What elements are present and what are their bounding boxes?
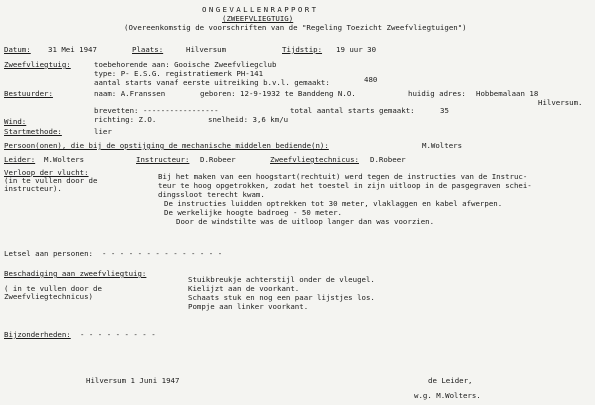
pilot-total-starts-value: 35 bbox=[440, 106, 449, 115]
instructor-label: Instructeur: bbox=[136, 155, 190, 164]
glider-owner: toebehorende aan: Gooische Zweefvliegclub bbox=[94, 60, 277, 69]
damage-note-1: ( in te vullen door de bbox=[4, 284, 102, 293]
instructor-value: D.Robeer bbox=[200, 155, 236, 164]
leader-value: M.Wolters bbox=[44, 155, 85, 164]
pilot-label: Bestuurder: bbox=[4, 89, 53, 98]
leader-label: Leider: bbox=[4, 155, 36, 164]
pilot-total-starts-label: total aantal starts gemaakt: bbox=[290, 106, 415, 115]
report-subtitle: (ZWEEFVLIEGTUIG) bbox=[222, 14, 294, 23]
damage-label: Beschadiging aan zweefvliegtuig: bbox=[4, 269, 147, 278]
wind-speed: snelheid: 3,6 km/u bbox=[208, 115, 289, 124]
course-line: Bij het maken van een hoogstart(rechtuit) werd tegen de instructies van de Instruc- bbox=[158, 172, 528, 181]
launch-value: lier bbox=[94, 127, 112, 136]
technician-value: D.Robeer bbox=[370, 155, 406, 164]
pilot-address-line2: Hilversum. bbox=[538, 98, 583, 107]
damage-line: Pompje aan linker voorkant. bbox=[188, 302, 309, 311]
date-label: Datum: bbox=[4, 45, 31, 54]
wind-label: Wind: bbox=[4, 117, 27, 126]
regulation-line: (Overeenkomstig de voorschriften van de "Regeling Toezicht Zweefvliegtuigen") bbox=[124, 23, 467, 32]
signature-title: de Leider, bbox=[428, 376, 473, 385]
time-value: 19 uur 30 bbox=[336, 45, 377, 54]
glider-label: Zweefvliegtuig: bbox=[4, 60, 71, 69]
personnel-value: M.Wolters bbox=[422, 141, 463, 150]
time-label: Tijdstip: bbox=[282, 45, 323, 54]
damage-note-2: Zweefvliegtechnicus) bbox=[4, 292, 93, 301]
pilot-name: naam: A.Franssen bbox=[94, 89, 166, 98]
personnel-label: Persoon(onen), die bij de opstijging de mechanische middelen bediende(n): bbox=[4, 141, 329, 150]
particulars-value: - - - - - - - - - bbox=[80, 330, 156, 339]
damage-line: Stuikbreukje achterstijl onder de vleugel. bbox=[188, 275, 375, 284]
course-line: De instructies luidden optrekken tot 30 meter, vlaklaggen en kabel afwerpen. bbox=[164, 199, 503, 208]
course-note-2: instructeur). bbox=[4, 184, 62, 193]
damage-line: Kielijzt aan de voorkant. bbox=[188, 284, 300, 293]
glider-starts-label: aantal starts vanaf eerste uitreiking b.v.l. gemaakt: bbox=[94, 78, 330, 87]
particulars-label: Bijzonderheden: bbox=[4, 330, 71, 339]
pilot-address-line1: Hobbemalaan 18 bbox=[476, 89, 539, 98]
course-line: teur te hoog opgetrokken, zodat het toestel in zijn uitloop in de pasgegraven schei- bbox=[158, 181, 532, 190]
glider-type: type: P- E.S.G. registratiemerk PH-141 bbox=[94, 69, 264, 78]
pilot-licenses: brevetten: ----------------- bbox=[94, 106, 219, 115]
footer-place-date: Hilversum 1 Juni 1947 bbox=[86, 376, 180, 385]
course-note-1: (in te vullen door de bbox=[4, 176, 98, 185]
launch-label: Startmethode: bbox=[4, 127, 62, 136]
report-title: ONGEVALLENRAPPORT bbox=[202, 5, 319, 14]
course-line: De werkelijke hoogte badroeg - 50 meter. bbox=[164, 208, 342, 217]
course-label: Verloop der vlucht: bbox=[4, 168, 89, 177]
technician-label: Zweefvliegtechnicus: bbox=[270, 155, 359, 164]
damage-line: Schaats stuk en nog een paar lijstjes los. bbox=[188, 293, 375, 302]
course-line: Door de windstilte was de uitloop langer dan was voorzien. bbox=[176, 217, 435, 226]
glider-starts-value: 480 bbox=[364, 75, 378, 84]
pilot-born: geboren: 12-9-1932 te Banddeng N.O. bbox=[200, 89, 356, 98]
injury-value: - - - - - - - - - - - - - - bbox=[102, 249, 223, 258]
place-label: Plaats: bbox=[132, 45, 164, 54]
place-value: Hilversum bbox=[186, 45, 227, 54]
wind-direction: richting: Z.O. bbox=[94, 115, 157, 124]
pilot-address-label: huidig adres: bbox=[408, 89, 466, 98]
course-line: dingssloot terecht kwam. bbox=[158, 190, 265, 199]
date-value: 31 Mei 1947 bbox=[48, 45, 97, 54]
signature-name: w.g. M.Wolters. bbox=[414, 391, 481, 400]
injury-label: Letsel aan personen: bbox=[4, 249, 93, 258]
